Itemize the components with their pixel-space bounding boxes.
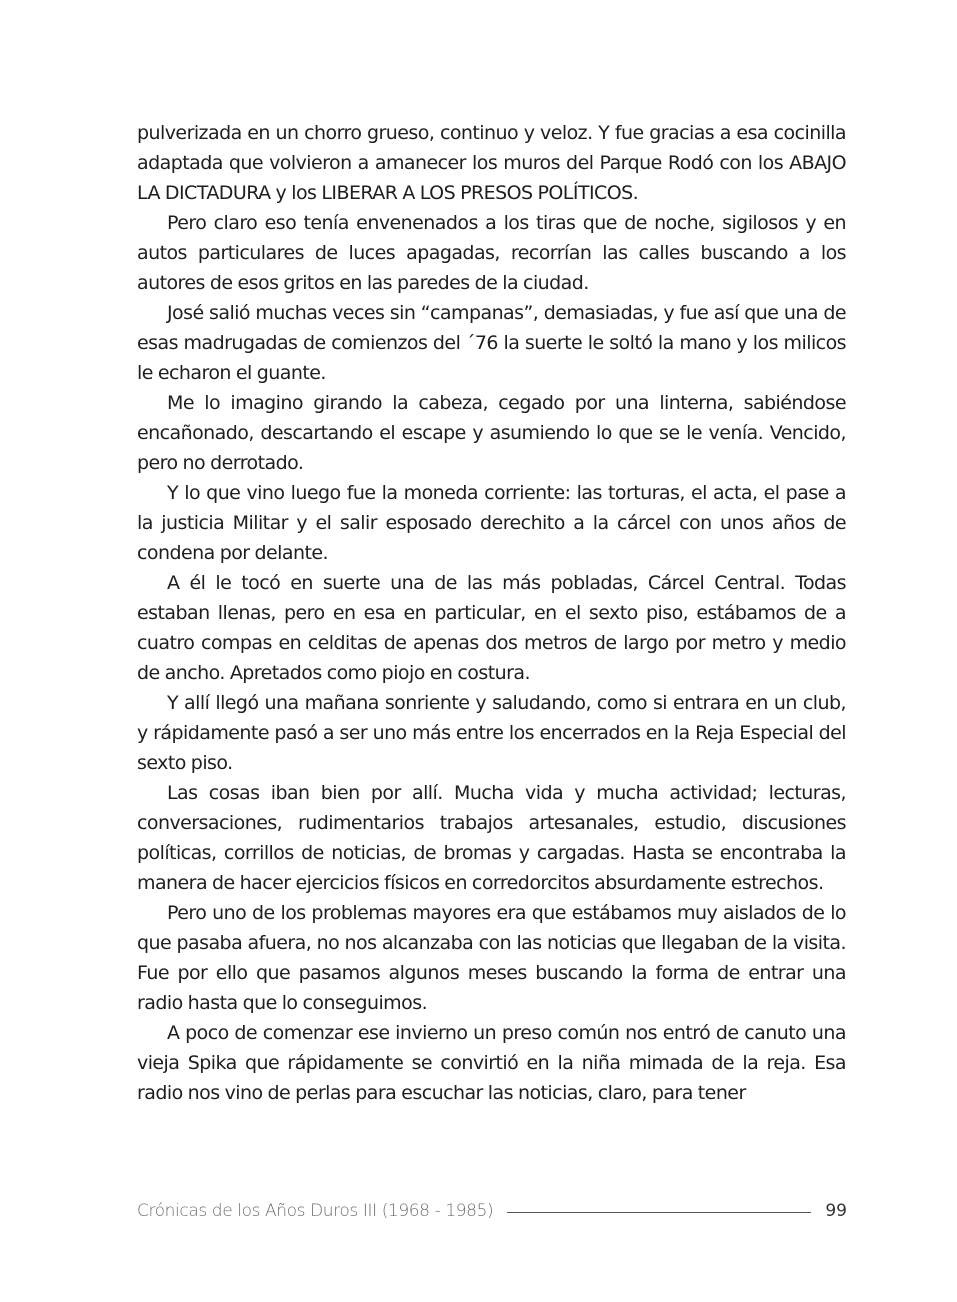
paragraph: Pero uno de los problemas mayores era que estábamos muy aislados de lo que pasaba afuera, no nos alcanzaba con las noticias que llegaban de la visita. Fue por ello que pasamos algunos meses buscando la forma de entrar una radio hasta que lo conseguimos. — [137, 902, 846, 1014]
paragraph: Pero claro eso tenía envenenados a los tiras que de noche, sigilosos y en autos particulares de luces apagadas, recorrían las calles buscando a los autores de esos gritos en las paredes de la ciudad. — [137, 212, 846, 294]
page-footer — [137, 1196, 847, 1226]
paragraph: José salió muchas veces sin “campanas”, demasiadas, y fue así que una de esas madrugadas de comienzos del ´76 la suerte le soltó la mano y los milicos le echaron el guante. — [137, 302, 846, 384]
paragraph: pulverizada en un chorro grueso, continuo y veloz. Y fue gracias a esa cocinilla adaptada que volvieron a amanecer los muros del Parque Rodó con los ABAJO LA DICTADURA y los LIBERAR A LOS PRESOS POLÍTICOS. — [137, 122, 846, 204]
paragraph: Me lo imagino girando la cabeza, cegado por una linterna, sabiéndose encañonado, descartando el escape y asumiendo lo que se le venía. Vencido, pero no derrotado. — [137, 392, 846, 474]
footer-divider — [507, 1212, 811, 1213]
paragraph: Las cosas iban bien por allí. Mucha vida y mucha actividad; lecturas, conversaciones, rudimentarios trabajos artesanales, estudio, discusiones políticas, corrillos de noticias, de bromas y cargadas. Hasta se encontraba la manera de hacer ejercicios físicos en corredorcitos absurdamente estrechos. — [137, 782, 846, 894]
paragraph: A poco de comenzar ese invierno un preso común nos entró de canuto una vieja Spika que rápidamente se convirtió en la niña mimada de la reja. Esa radio nos vino de perlas para escuchar las noticias, claro, para tener — [137, 1022, 846, 1104]
running-footer-title: Crónicas de los Años Duros III (1968 - 1985) — [137, 1201, 494, 1221]
paragraph: Y allí llegó una mañana sonriente y saludando, como si entrara en un club, y rápidamente pasó a ser uno más entre los encerrados en la Reja Especial del sexto piso. — [137, 692, 846, 774]
paragraph: Y lo que vino luego fue la moneda corriente: las torturas, el acta, el pase a la justicia Militar y el salir esposado derechito a la cárcel con unos años de condena por delante. — [137, 482, 846, 564]
body-text — [137, 118, 846, 1108]
paragraph: A él le tocó en suerte una de las más pobladas, Cárcel Central. Todas estaban llenas, pero en esa en particular, en el sexto piso, estábamos de a cuatro compas en celditas de apenas dos metros de largo por metro y medio de ancho. Apretados como piojo en costura. — [137, 572, 846, 684]
page-number: 99 — [825, 1201, 847, 1221]
